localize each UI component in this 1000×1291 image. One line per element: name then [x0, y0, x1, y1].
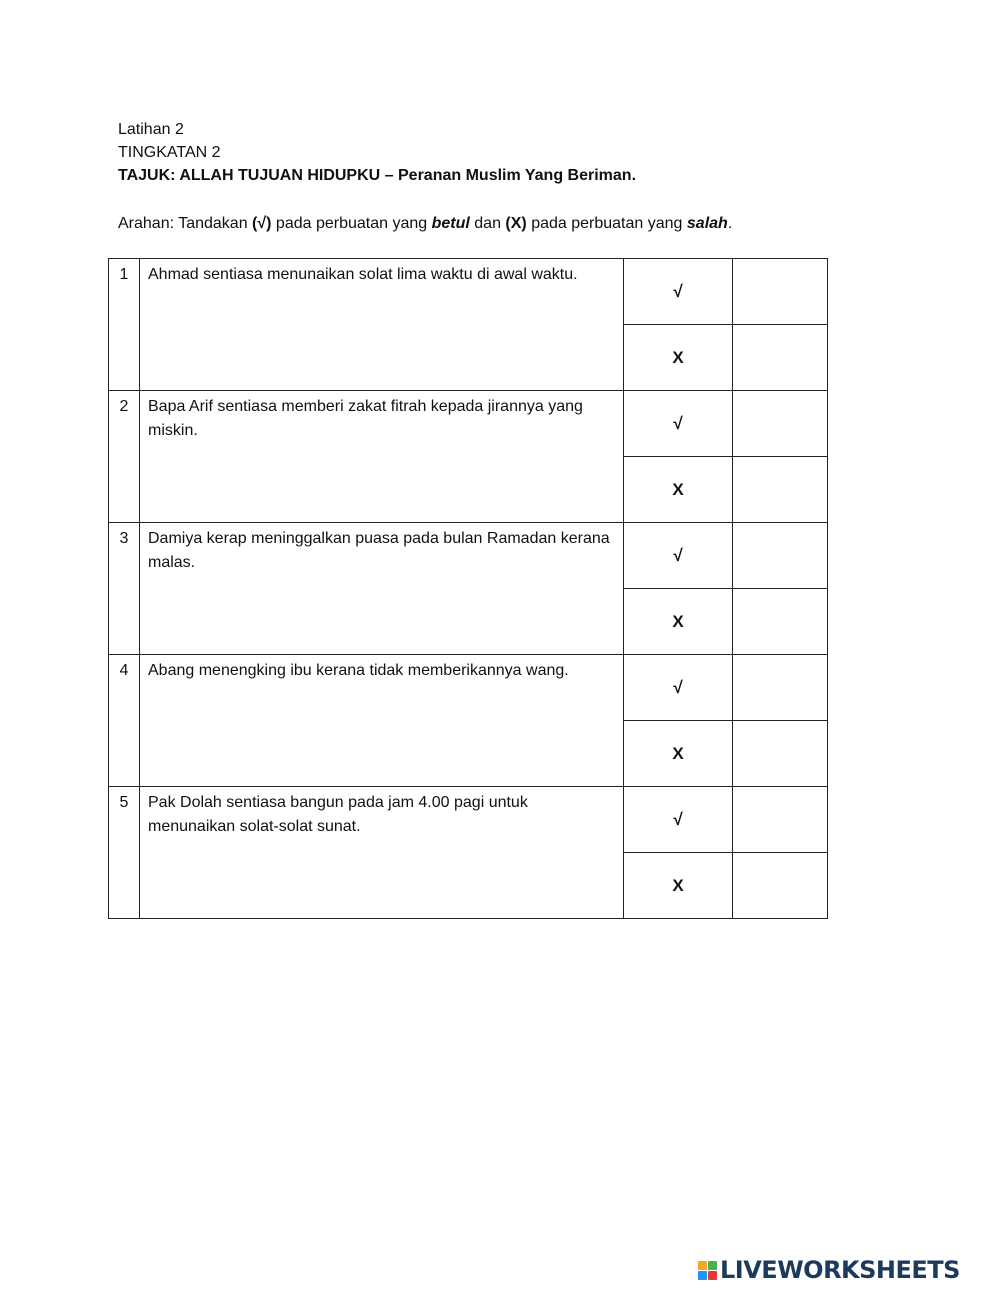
tick-option-label: √ [624, 391, 733, 457]
instruction-text [118, 213, 732, 235]
instruction-part: pada perbuatan yang [271, 215, 432, 232]
tick-option-label: √ [624, 523, 733, 589]
question-statement: Bapa Arif sentiasa memberi zakat fitrah kepada jirannya yang miskin. [140, 391, 624, 523]
instruction-part: . [727, 215, 733, 232]
tick-option-label: √ [624, 259, 733, 325]
wrong-word: salah [686, 215, 728, 232]
cross-answer-box[interactable] [733, 589, 828, 655]
grade-label: TINGKATAN 2 [118, 144, 221, 161]
instruction-part: Arahan: Tandakan [118, 215, 253, 232]
cross-answer-box[interactable] [733, 325, 828, 391]
cross-answer-box[interactable] [733, 853, 828, 919]
worksheet-header [118, 118, 636, 187]
tick-option-label: √ [624, 787, 733, 853]
correct-word: betul [431, 215, 470, 232]
cross-symbol: (X) [505, 215, 527, 232]
tick-symbol: (√) [252, 215, 272, 232]
cross-option-label: X [624, 325, 733, 391]
question-statement: Ahmad sentiasa menunaikan solat lima waktu di awal waktu. [140, 259, 624, 391]
question-statement: Damiya kerap meninggalkan puasa pada bulan Ramadan kerana malas. [140, 523, 624, 655]
liveworksheets-logo [698, 1256, 960, 1284]
question-statement: Abang menengking ibu kerana tidak memberikannya wang. [140, 655, 624, 787]
question-row [109, 655, 828, 721]
question-row [109, 391, 828, 457]
tick-answer-box[interactable] [733, 523, 828, 589]
cross-option-label: X [624, 457, 733, 523]
question-row [109, 259, 828, 325]
tick-answer-box[interactable] [733, 655, 828, 721]
question-table [108, 258, 828, 919]
question-statement: Pak Dolah sentiasa bangun pada jam 4.00 pagi untuk menunaikan solat-solat sunat. [140, 787, 624, 919]
cross-option-label: X [624, 589, 733, 655]
logo-text: LIVEWORKSHEETS [720, 1256, 960, 1284]
question-number: 1 [109, 259, 140, 391]
tick-answer-box[interactable] [733, 259, 828, 325]
cross-option-label: X [624, 721, 733, 787]
tick-answer-box[interactable] [733, 391, 828, 457]
cross-answer-box[interactable] [733, 721, 828, 787]
cross-option-label: X [624, 853, 733, 919]
question-row [109, 787, 828, 853]
logo-mark-icon [698, 1261, 717, 1280]
tick-answer-box[interactable] [733, 787, 828, 853]
topic-title: TAJUK: ALLAH TUJUAN HIDUPKU – Peranan Muslim Yang Beriman. [118, 167, 637, 184]
question-number: 2 [109, 391, 140, 523]
instruction-part: dan [469, 215, 506, 232]
tick-option-label: √ [624, 655, 733, 721]
instruction-part: pada perbuatan yang [526, 215, 687, 232]
question-row [109, 523, 828, 589]
question-number: 5 [109, 787, 140, 919]
question-number: 3 [109, 523, 140, 655]
cross-answer-box[interactable] [733, 457, 828, 523]
exercise-label: Latihan 2 [118, 121, 184, 138]
question-number: 4 [109, 655, 140, 787]
